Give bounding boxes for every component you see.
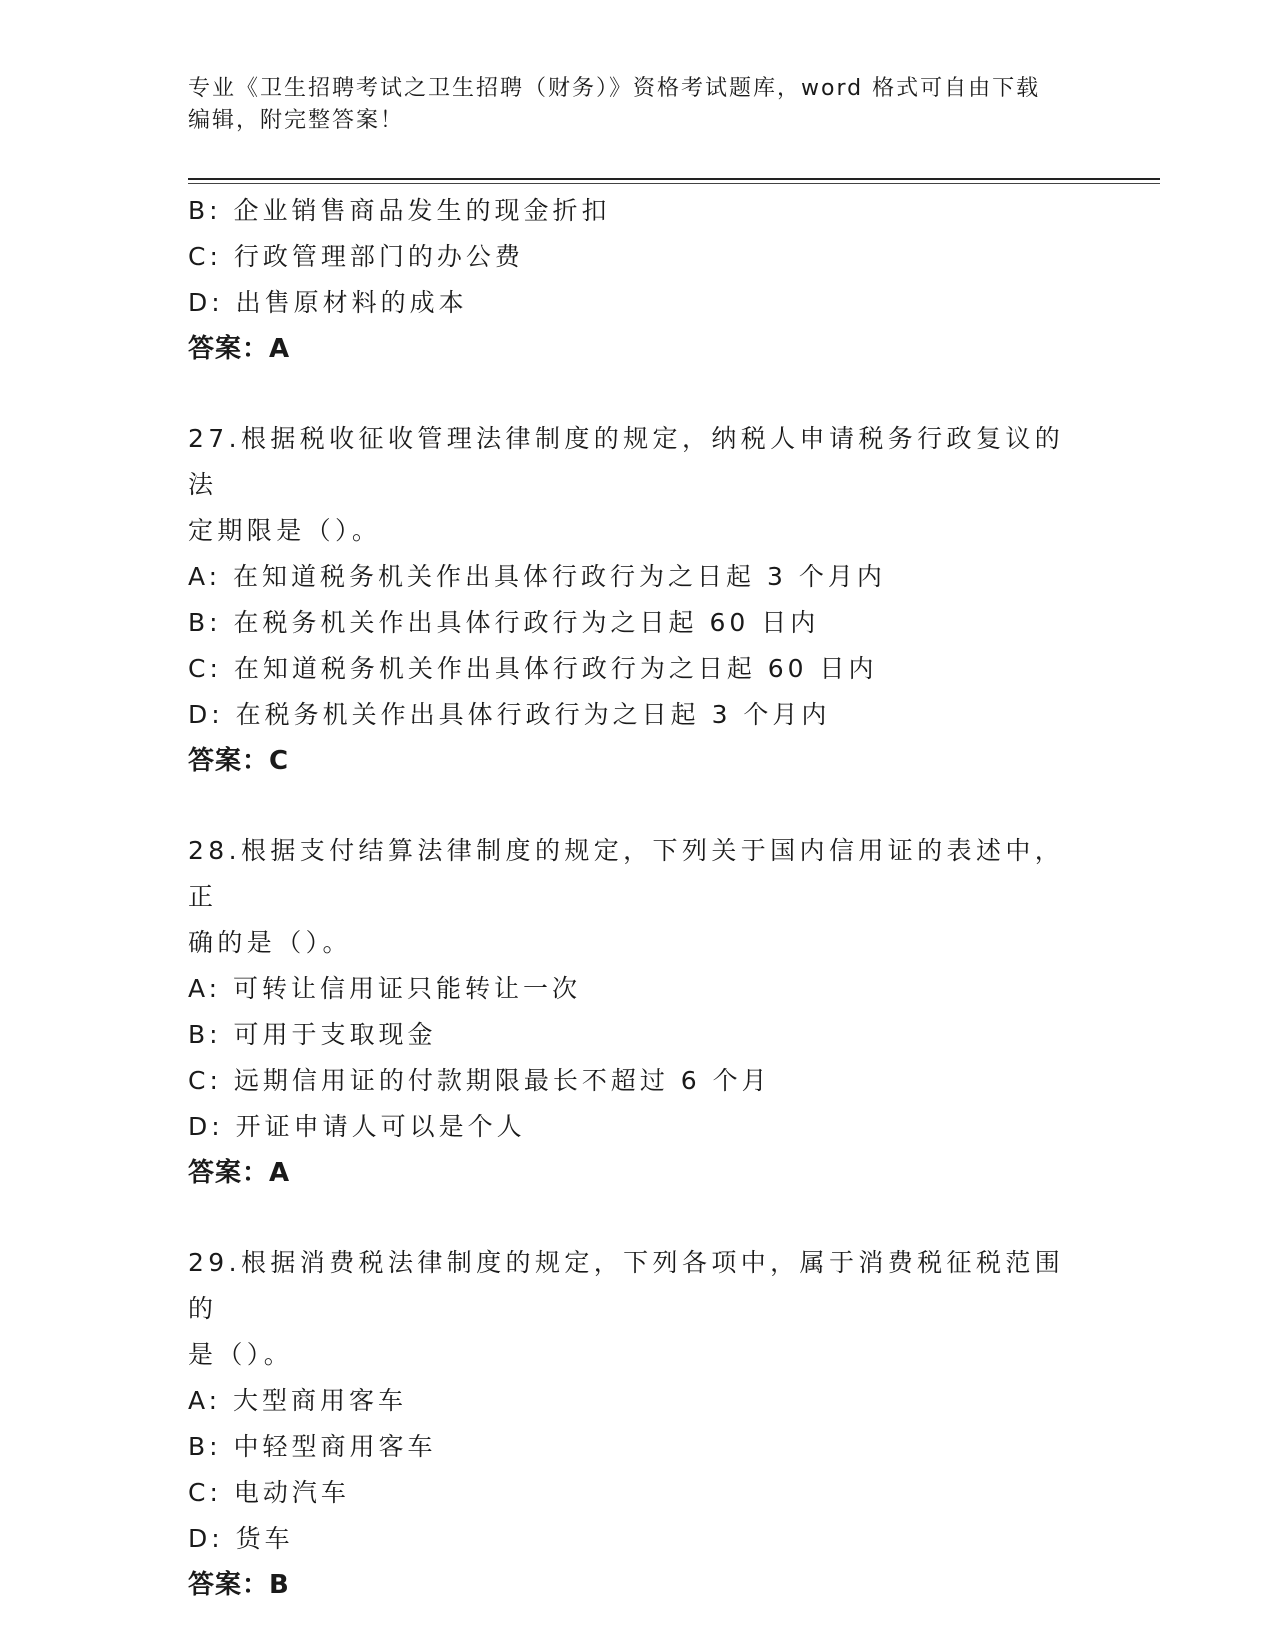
option-c: C: 远期信用证的付款期限最长不超过 6 个月: [188, 1066, 771, 1095]
question-text-line-2: 是（）。: [188, 1340, 294, 1369]
question-text-line-2: 定期限是（）。: [188, 516, 382, 545]
option-b: B: 在税务机关作出具体行政行为之日起 60 日内: [188, 608, 820, 637]
answer-label: 答案：C: [188, 746, 290, 776]
option-a: A: 在知道税务机关作出具体行政行为之日起 3 个月内: [188, 562, 886, 591]
option-b: B: 可用于支取现金: [188, 1020, 437, 1049]
option-d: D: 出售原材料的成本: [188, 288, 468, 317]
question-text-line-1: 27.根据税收征收管理法律制度的规定，纳税人申请税务行政复议的法: [188, 424, 1065, 499]
question-text-line-1: 29.根据消费税法律制度的规定，下列各项中，属于消费税征税范围的: [188, 1248, 1065, 1323]
header-divider-thin: [188, 183, 1160, 184]
option-b: B: 企业销售商品发生的现金折扣: [188, 196, 611, 225]
document-header: [188, 73, 1088, 137]
option-d: D: 开证申请人可以是个人: [188, 1112, 526, 1141]
question-text-line-2: 确的是（）。: [188, 928, 352, 957]
option-c: C: 在知道税务机关作出具体行政行为之日起 60 日内: [188, 654, 878, 683]
header-divider-thick: [188, 178, 1160, 180]
option-d: D: 货车: [188, 1524, 294, 1553]
option-a: A: 可转让信用证只能转让一次: [188, 974, 582, 1003]
option-c: C: 电动汽车: [188, 1478, 350, 1507]
option-b: B: 中轻型商用客车: [188, 1432, 437, 1461]
question-27: [188, 416, 1088, 784]
question-26: [188, 188, 1088, 372]
header-line-2: 编辑，附完整答案！: [188, 108, 405, 133]
option-d: D: 在税务机关作出具体行政行为之日起 3 个月内: [188, 700, 831, 729]
question-29: [188, 1240, 1088, 1608]
header-line-1: 专业《卫生招聘考试之卫生招聘（财务）》资格考试题库，word 格式可自由下载: [188, 76, 1041, 101]
option-c: C: 行政管理部门的办公费: [188, 242, 524, 271]
answer-label: 答案：B: [188, 1570, 290, 1600]
answer-label: 答案：A: [188, 1158, 291, 1188]
document-body: [188, 188, 1088, 1608]
answer-label: 答案：A: [188, 334, 291, 364]
option-a: A: 大型商用客车: [188, 1386, 408, 1415]
question-28: [188, 828, 1088, 1196]
question-text-line-1: 28.根据支付结算法律制度的规定，下列关于国内信用证的表述中，正: [188, 836, 1065, 911]
